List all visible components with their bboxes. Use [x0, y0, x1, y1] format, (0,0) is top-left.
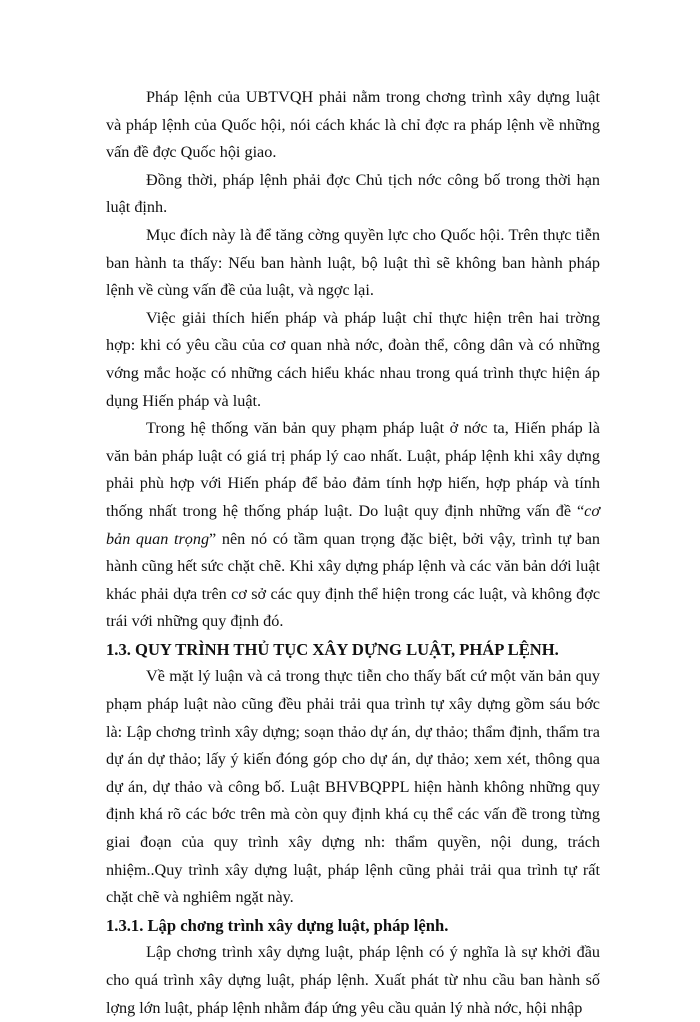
paragraph-president-promulgation: Đồng thời, pháp lệnh phải đợc Chủ tịch nớc công bố trong thời hạn luật định. — [106, 170, 600, 217]
paragraph-ordinance-program: Pháp lệnh của UBTVQH phải nằm trong chơng trình xây dựng luật và pháp lệnh của Quốc hội, nói cách khác là chỉ đợc ra pháp lệnh về những vấn đề đợc Quốc hội giao. — [106, 88, 600, 162]
paragraph-purpose: Mục đích này là để tăng cờng quyền lực cho Quốc hội. Trên thực tiễn ban hành ta thấy: Nếu ban hành luật, bộ luật thì sẽ không ban hành pháp lệnh về cùng vấn đề của luật, và ngợc lại. — [106, 225, 600, 300]
section-heading-1-3: 1.3. QUY TRÌNH THỦ TỤC XÂY DỰNG LUẬT, PHÁP LỆNH. — [106, 639, 559, 659]
paragraph-legal-system-text-b: ” nên nó có tầm quan trọng đặc biệt, bởi vậy, trình tự ban hành cũng hết sức chặt chẽ. Khi xây dựng pháp lệnh và các văn bản dới luật khác phải dựa trên cơ sở các quy định thể hiện trong các luật, và không đợc trái với những quy định đó. — [106, 529, 600, 631]
document-page — [106, 84, 600, 1022]
paragraph-interpretation: Việc giải thích hiến pháp và pháp luật chỉ thực hiện trên hai trờng hợp: khi có yêu cầu của cơ quan nhà nớc, đoàn thể, công dân và có những vớng mắc hoặc có những cách hiểu khác nhau trong quá trình thực hiện áp dụng Hiến pháp và luật. — [106, 308, 600, 410]
paragraph-six-steps: Về mặt lý luận và cả trong thực tiễn cho thấy bất cứ một văn bản quy phạm pháp luật nào cũng đều phải trải qua trình tự xây dựng gồm sáu bớc là: Lập chơng trình xây dựng; soạn thảo dự án, dự thảo; thẩm định, thẩm tra dự án dự thảo; lấy ý kiến đóng góp cho dự án, dự thảo; xem xét, thông qua dự án, dự thảo và công bố. Luật BHVBQPPL hiện hành không những quy định khá rõ các bớc trên mà còn quy định khá cụ thể các vấn đề trong từng giai đoạn của quy trình xây dựng nh: thẩm quyền, nội dung, trách nhiệm..Quy trình xây dựng luật, pháp lệnh cũng phải trải qua trình tự rất chặt chẽ và nghiêm ngặt này. — [106, 667, 600, 907]
paragraph-legal-system-italic: cơ bản quan trọng — [106, 501, 600, 548]
paragraph-legal-system-text-a: Trong hệ thống văn bản quy phạm pháp luật ở nớc ta, Hiến pháp là văn bản pháp luật có giá trị pháp lý cao nhất. Luật, pháp lệnh khi xây dựng phải phù hợp với Hiến pháp để bảo đảm tính hợp hiến, hợp pháp và tính thống nhất trong hệ thống pháp luật. Do luật quy định những vấn đề “ — [106, 419, 600, 520]
paragraph-program-planning: Lập chơng trình xây dựng luật, pháp lệnh có ý nghĩa là sự khởi đầu cho quá trình xây dựng luật, pháp lệnh. Xuất phát từ nhu cầu ban hành số lợng lớn luật, pháp lệnh nhằm đáp ứng yêu cầu quản lý nhà nớc, hội nhập — [106, 943, 600, 1017]
section-heading-1-3-1: 1.3.1. Lập chơng trình xây dựng luật, pháp lệnh. — [106, 915, 449, 935]
paragraph-legal-system — [106, 415, 600, 636]
